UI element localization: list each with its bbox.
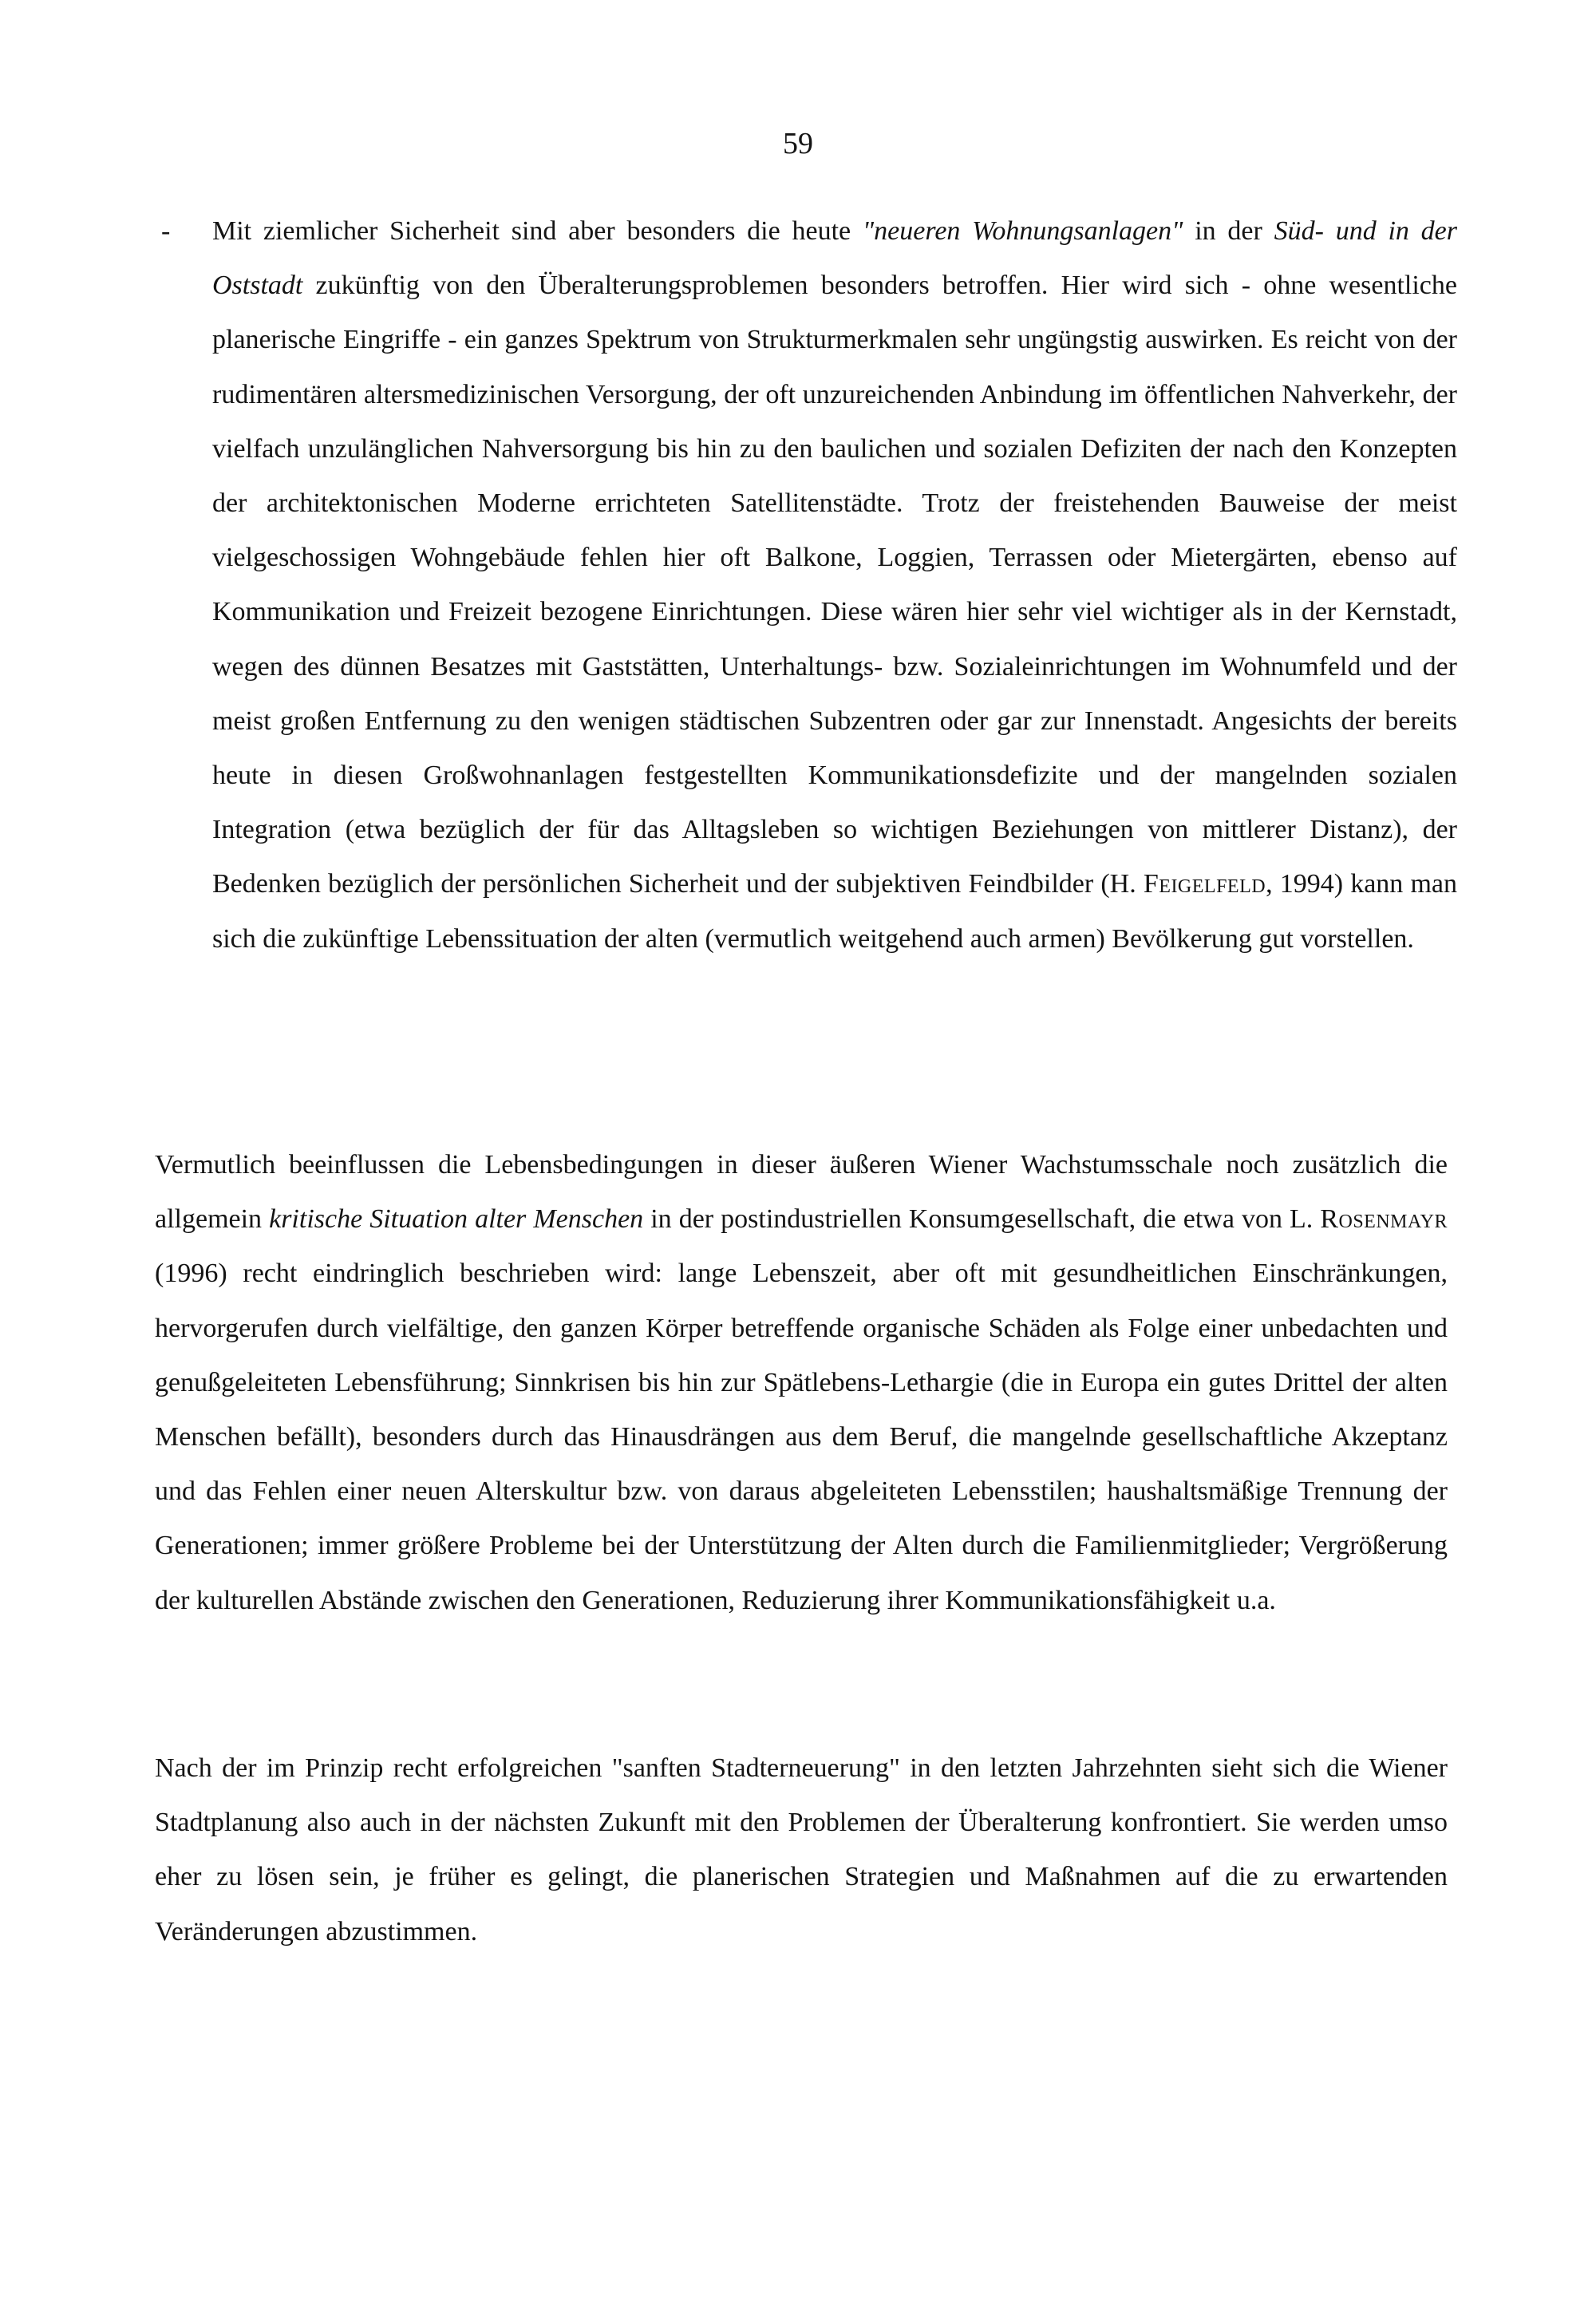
text-run: in der: [1183, 216, 1274, 246]
text-run: , 1994) kann man sich die zukünftige Lebenssituation der alten (vermutlich weitgehend auch armen) Bevölkerung gut vorstellen.: [212, 869, 1457, 954]
page-number: 59: [783, 127, 813, 160]
emphasis-text: "neueren Wohnungsanlagen": [862, 216, 1183, 246]
text-run: Nach der im Prinzip recht erfolgreichen "sanften Stadterneuerung" in den letzten Jahrzehnten sieht sich die Wiener Stadtplanung also auch in der nächsten Zukunft mit den Problemen der Überalterung konfrontiert. Sie werden umso eher zu lösen sein, je früher es gelingt, die planerischen Strategien und Maßnahmen auf die zu erwartenden Veränderungen abzustimmen.: [155, 1753, 1448, 1946]
paragraph: [155, 1138, 1448, 1628]
emphasis-text: Süd- und in der Oststadt: [212, 216, 1458, 301]
list-item-text: [212, 216, 1457, 954]
emphasis-text: kritische Situation alter Menschen: [269, 1204, 644, 1235]
text-run: in der postindustriellen Konsumgesellschaft, die etwa von L.: [643, 1204, 1321, 1235]
list-item: [152, 204, 1457, 966]
text-run: Vermutlich beeinflussen die Lebensbedingungen in dieser äußeren Wiener Wachstumsschale noch zusätzlich die allgemein: [155, 1150, 1448, 1235]
paragraph: [155, 1741, 1448, 1959]
bullet-marker: -: [161, 216, 171, 246]
text-run: (1996) recht eindringlich beschrieben wird: lange Lebenszeit, aber oft mit gesundheitlichen Einschränkungen, hervorgerufen durch vielfältige, den ganzen Körper betreffende organische Schäden als Folge einer unbedachten und genußgeleiteten Lebensführung; Sinnkrisen bis hin zur Spätlebens-Lethargie (die in Europa ein gutes Drittel der alten Menschen befällt), besonders durch das Hinausdrängen aus dem Beruf, die mangelnde gesellschaftliche Akzeptanz und das Fehlen einer neuen Alterskultur bzw. von daraus abgeleiteten Lebensstilen; haushaltsmäßige Trennung der Generationen; immer größere Probleme bei der Unterstützung der Alten durch die Familienmitglieder; Vergrößerung der kulturellen Abstände zwischen den Generationen, Reduzierung ihrer Kommunikationsfähigkeit u.a.: [155, 1259, 1448, 1615]
author-name: Feigelfeld: [1143, 869, 1266, 899]
text-run: zukünftig von den Überalterungsproblemen besonders betroffen. Hier wird sich - ohne wesentliche planerische Eingriffe - ein ganzes Spektrum von Strukturmerkmalen sehr ungüngstig auswirken. Es reicht von der rudimentären altersmedizinischen Versorgung, der oft unzureichenden Anbindung im öffentlichen Nahverkehr, der vielfach unzulänglichen Nahversorgung bis hin zu den baulichen und sozialen Defiziten der nach den Konzepten der architektonischen Moderne errichteten Satellitenstädte. Trotz der freistehenden Bauweise der meist vielgeschossigen Wohngebäude fehlen hier oft Balkone, Loggien, Terrassen oder Mietergärten, ebenso auf Kommunikation und Freizeit bezogene Einrichtungen. Diese wären hier sehr viel wichtiger als in der Kernstadt, wegen des dünnen Besatzes mit Gaststätten, Unterhaltungs- bzw. Sozialeinrichtungen im Wohnumfeld und der meist großen Entfernung zu den wenigen städtischen Subzentren oder gar zur Innenstadt. Angesichts der bereits heute in diesen Großwohnanlagen festgestellten Kommunikationsdefizite und der mangelnden sozialen Integration (etwa bezüglich der für das Alltagsleben so wichtigen Beziehungen von mittlerer Distanz), der Bedenken bezüglich der persönlichen Sicherheit und der subjektiven Feindbilder (H.: [212, 271, 1457, 899]
text-run: Mit ziemlicher Sicherheit sind aber besonders die heute: [212, 216, 863, 246]
author-name: Rosenmayr: [1320, 1204, 1448, 1235]
bullet-list: [152, 204, 1457, 966]
